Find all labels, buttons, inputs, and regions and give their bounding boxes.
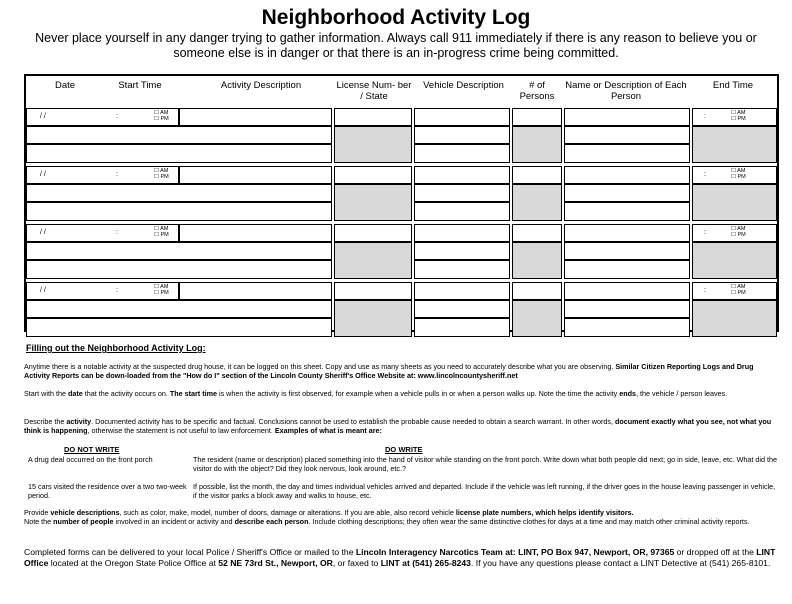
license-cell[interactable] <box>334 282 412 300</box>
start-time-field: : <box>116 171 118 178</box>
am-checkbox[interactable]: ☐ AM <box>154 284 169 290</box>
start-ampm[interactable] <box>154 284 169 296</box>
end-time-field: : <box>704 113 706 120</box>
pm-checkbox[interactable]: ☐ PM <box>731 174 746 180</box>
am-checkbox[interactable]: ☐ AM <box>154 168 169 174</box>
license-shaded-cell[interactable] <box>334 300 412 337</box>
header-license: License Num- ber / State <box>336 80 412 102</box>
activity-continued-cell[interactable] <box>26 144 332 163</box>
example-2-bad: 15 cars visited the residence over a two two-week period. <box>28 482 187 500</box>
vehicle-continued-cell[interactable] <box>414 260 510 279</box>
persons-shaded-cell[interactable] <box>512 184 562 221</box>
start-time-field: : <box>116 113 118 120</box>
vehicle-cell[interactable] <box>414 166 510 184</box>
end-time-shaded-cell[interactable] <box>692 184 777 221</box>
persons-cell[interactable] <box>512 282 562 300</box>
instructions-paragraph-1: Anytime there is a notable activity at the suspected drug house, it can be logged on this sheet. Copy and use as many sheets as you need to accurately describe what you are observing. Similar Citizen Reporting Logs and Drug Activity Reports can be down-loaded from the "How do I" section of the Lincoln County Sheriff's Office Website at: www.lincolncountysheriff.net <box>24 362 754 380</box>
date-field: / / <box>40 113 46 120</box>
date-field: / / <box>40 171 46 178</box>
pm-checkbox[interactable]: ☐ PM <box>154 174 169 180</box>
date-field: / / <box>40 287 46 294</box>
pm-checkbox[interactable]: ☐ PM <box>731 116 746 122</box>
am-checkbox[interactable]: ☐ AM <box>731 284 746 290</box>
activity-continued-cell[interactable] <box>26 126 332 144</box>
vehicle-continued-cell[interactable] <box>414 126 510 144</box>
person-desc-continued-cell[interactable] <box>564 126 690 144</box>
header-end-time: End Time <box>712 80 754 91</box>
vehicle-continued-cell[interactable] <box>414 318 510 337</box>
start-time-field: : <box>116 229 118 236</box>
person-desc-continued-cell[interactable] <box>564 144 690 163</box>
am-checkbox[interactable]: ☐ AM <box>731 168 746 174</box>
persons-cell[interactable] <box>512 108 562 126</box>
end-time-shaded-cell[interactable] <box>692 300 777 337</box>
activity-cell[interactable] <box>179 166 332 184</box>
start-ampm[interactable] <box>154 168 169 180</box>
person-desc-cell[interactable] <box>564 108 690 126</box>
header-activity: Activity Description <box>220 80 302 91</box>
license-shaded-cell[interactable] <box>334 242 412 279</box>
instructions-paragraph-3: Describe the activity. Documented activity has to be specific and factual. Conclusions cannot be used to establish the probable cause needed to obtain a search warrant. In other words, document exactly what you see, not what you think is happening, otherwise the statement is not useful to law enforcement. Examples of what is meant are: <box>24 417 772 435</box>
person-desc-continued-cell[interactable] <box>564 242 690 260</box>
example-1-bad: A drug deal occurred on the front porch <box>28 455 153 464</box>
instructions-paragraph-2: Start with the date that the activity occurs on. The start time is when the activity is first observed, for example when a vehicle pulls in or when a person walks up. Note the time the activity ends, the vehicle / person leaves. <box>24 389 728 398</box>
page-title: Neighborhood Activity Log <box>261 6 531 29</box>
header-vehicle: Vehicle Description <box>423 80 504 91</box>
person-desc-continued-cell[interactable] <box>564 300 690 318</box>
vehicle-continued-cell[interactable] <box>414 242 510 260</box>
persons-shaded-cell[interactable] <box>512 300 562 337</box>
pm-checkbox[interactable]: ☐ PM <box>731 290 746 296</box>
person-desc-cell[interactable] <box>564 224 690 242</box>
end-time-field: : <box>704 287 706 294</box>
activity-cell[interactable] <box>179 224 332 242</box>
instructions-paragraph-5: Note the number of people involved in an incident or activity and describe each person. Include clothing descriptions; they often wear the same distinctive clothes for days at a time and may match other criminal activity reports. <box>24 517 750 526</box>
activity-continued-cell[interactable] <box>26 260 332 279</box>
pm-checkbox[interactable]: ☐ PM <box>154 290 169 296</box>
license-cell[interactable] <box>334 108 412 126</box>
pm-checkbox[interactable]: ☐ PM <box>731 232 746 238</box>
end-ampm[interactable] <box>731 284 746 296</box>
vehicle-cell[interactable] <box>414 282 510 300</box>
safety-warning: Never place yourself in any danger trying to gather information. Always call 911 immediately if there is any reason to believe you or someone else is in danger or that there is an in-progress crime being committed. <box>35 31 757 60</box>
header-name-desc: Name or Description of Each Person <box>565 80 687 102</box>
person-desc-continued-cell[interactable] <box>564 318 690 337</box>
license-cell[interactable] <box>334 224 412 242</box>
activity-cell[interactable] <box>179 282 332 300</box>
activity-log-table <box>24 74 779 332</box>
vehicle-continued-cell[interactable] <box>414 144 510 163</box>
vehicle-continued-cell[interactable] <box>414 202 510 221</box>
license-shaded-cell[interactable] <box>334 126 412 163</box>
instructions-heading: Filling out the Neighborhood Activity Log: <box>26 343 206 353</box>
pm-checkbox[interactable]: ☐ PM <box>154 232 169 238</box>
end-time-shaded-cell[interactable] <box>692 242 777 279</box>
end-ampm[interactable] <box>731 168 746 180</box>
persons-cell[interactable] <box>512 224 562 242</box>
activity-continued-cell[interactable] <box>26 184 332 202</box>
persons-shaded-cell[interactable] <box>512 242 562 279</box>
date-field: / / <box>40 229 46 236</box>
example-2-good: If possible, list the month, the day and times individual vehicles arrived and departed. Include if the vehicle was left running, if the driver goes in the house leaving passenger in vehicle, if the visitor parks a block away and walks to house, etc. <box>193 482 776 500</box>
activity-continued-cell[interactable] <box>26 202 332 221</box>
person-desc-continued-cell[interactable] <box>564 184 690 202</box>
instructions-paragraph-4: Provide vehicle descriptions, such as color, make, model, number of doors, damage or alterations. If you are able, also record vehicle license plate numbers, which helps identify visitors. <box>24 508 634 517</box>
do-not-write-heading: DO NOT WRITE <box>64 445 120 454</box>
vehicle-continued-cell[interactable] <box>414 184 510 202</box>
person-desc-continued-cell[interactable] <box>564 260 690 279</box>
end-ampm[interactable] <box>731 110 746 122</box>
am-checkbox[interactable]: ☐ AM <box>731 110 746 116</box>
pm-checkbox[interactable]: ☐ PM <box>154 116 169 122</box>
start-time-field: : <box>116 287 118 294</box>
activity-continued-cell[interactable] <box>26 242 332 260</box>
vehicle-cell[interactable] <box>414 108 510 126</box>
license-shaded-cell[interactable] <box>334 184 412 221</box>
do-write-heading: DO WRITE <box>385 445 423 454</box>
persons-shaded-cell[interactable] <box>512 126 562 163</box>
header-persons: # of Persons <box>519 80 555 102</box>
am-checkbox[interactable]: ☐ AM <box>154 110 169 116</box>
activity-continued-cell[interactable] <box>26 300 332 318</box>
person-desc-continued-cell[interactable] <box>564 202 690 221</box>
persons-cell[interactable] <box>512 166 562 184</box>
person-desc-cell[interactable] <box>564 282 690 300</box>
end-time-field: : <box>704 229 706 236</box>
start-ampm[interactable] <box>154 226 169 238</box>
activity-cell[interactable] <box>179 108 332 126</box>
end-time-shaded-cell[interactable] <box>692 126 777 163</box>
vehicle-cell[interactable] <box>414 224 510 242</box>
am-checkbox[interactable]: ☐ AM <box>154 226 169 232</box>
start-ampm[interactable] <box>154 110 169 122</box>
submission-instructions: Completed forms can be delivered to your local Police / Sheriff's Office or mailed to the Lincoln Interagency Narcotics Team at: LINT, PO Box 947, Newport, OR, 97365 or dropped off at the LINT Office located at the Oregon State Police Office at 52 NE 73rd St., Newport, OR, or faxed to LINT at (541) 265-8243. If you have any questions please contact a LINT Detective at (541) 265-8101. <box>24 547 776 568</box>
header-start-time: Start Time <box>118 80 162 91</box>
end-time-field: : <box>704 171 706 178</box>
header-date: Date <box>54 80 76 91</box>
license-cell[interactable] <box>334 166 412 184</box>
am-checkbox[interactable]: ☐ AM <box>731 226 746 232</box>
activity-continued-cell[interactable] <box>26 318 332 337</box>
vehicle-continued-cell[interactable] <box>414 300 510 318</box>
person-desc-cell[interactable] <box>564 166 690 184</box>
end-ampm[interactable] <box>731 226 746 238</box>
example-1-good: The resident (name or description) placed something into the hand of visitor while standing on the front porch. Write down what both people did next; go in side, leave, etc. What did the visitor do with the object? Did they look nervous, look around, etc.? <box>193 455 777 473</box>
